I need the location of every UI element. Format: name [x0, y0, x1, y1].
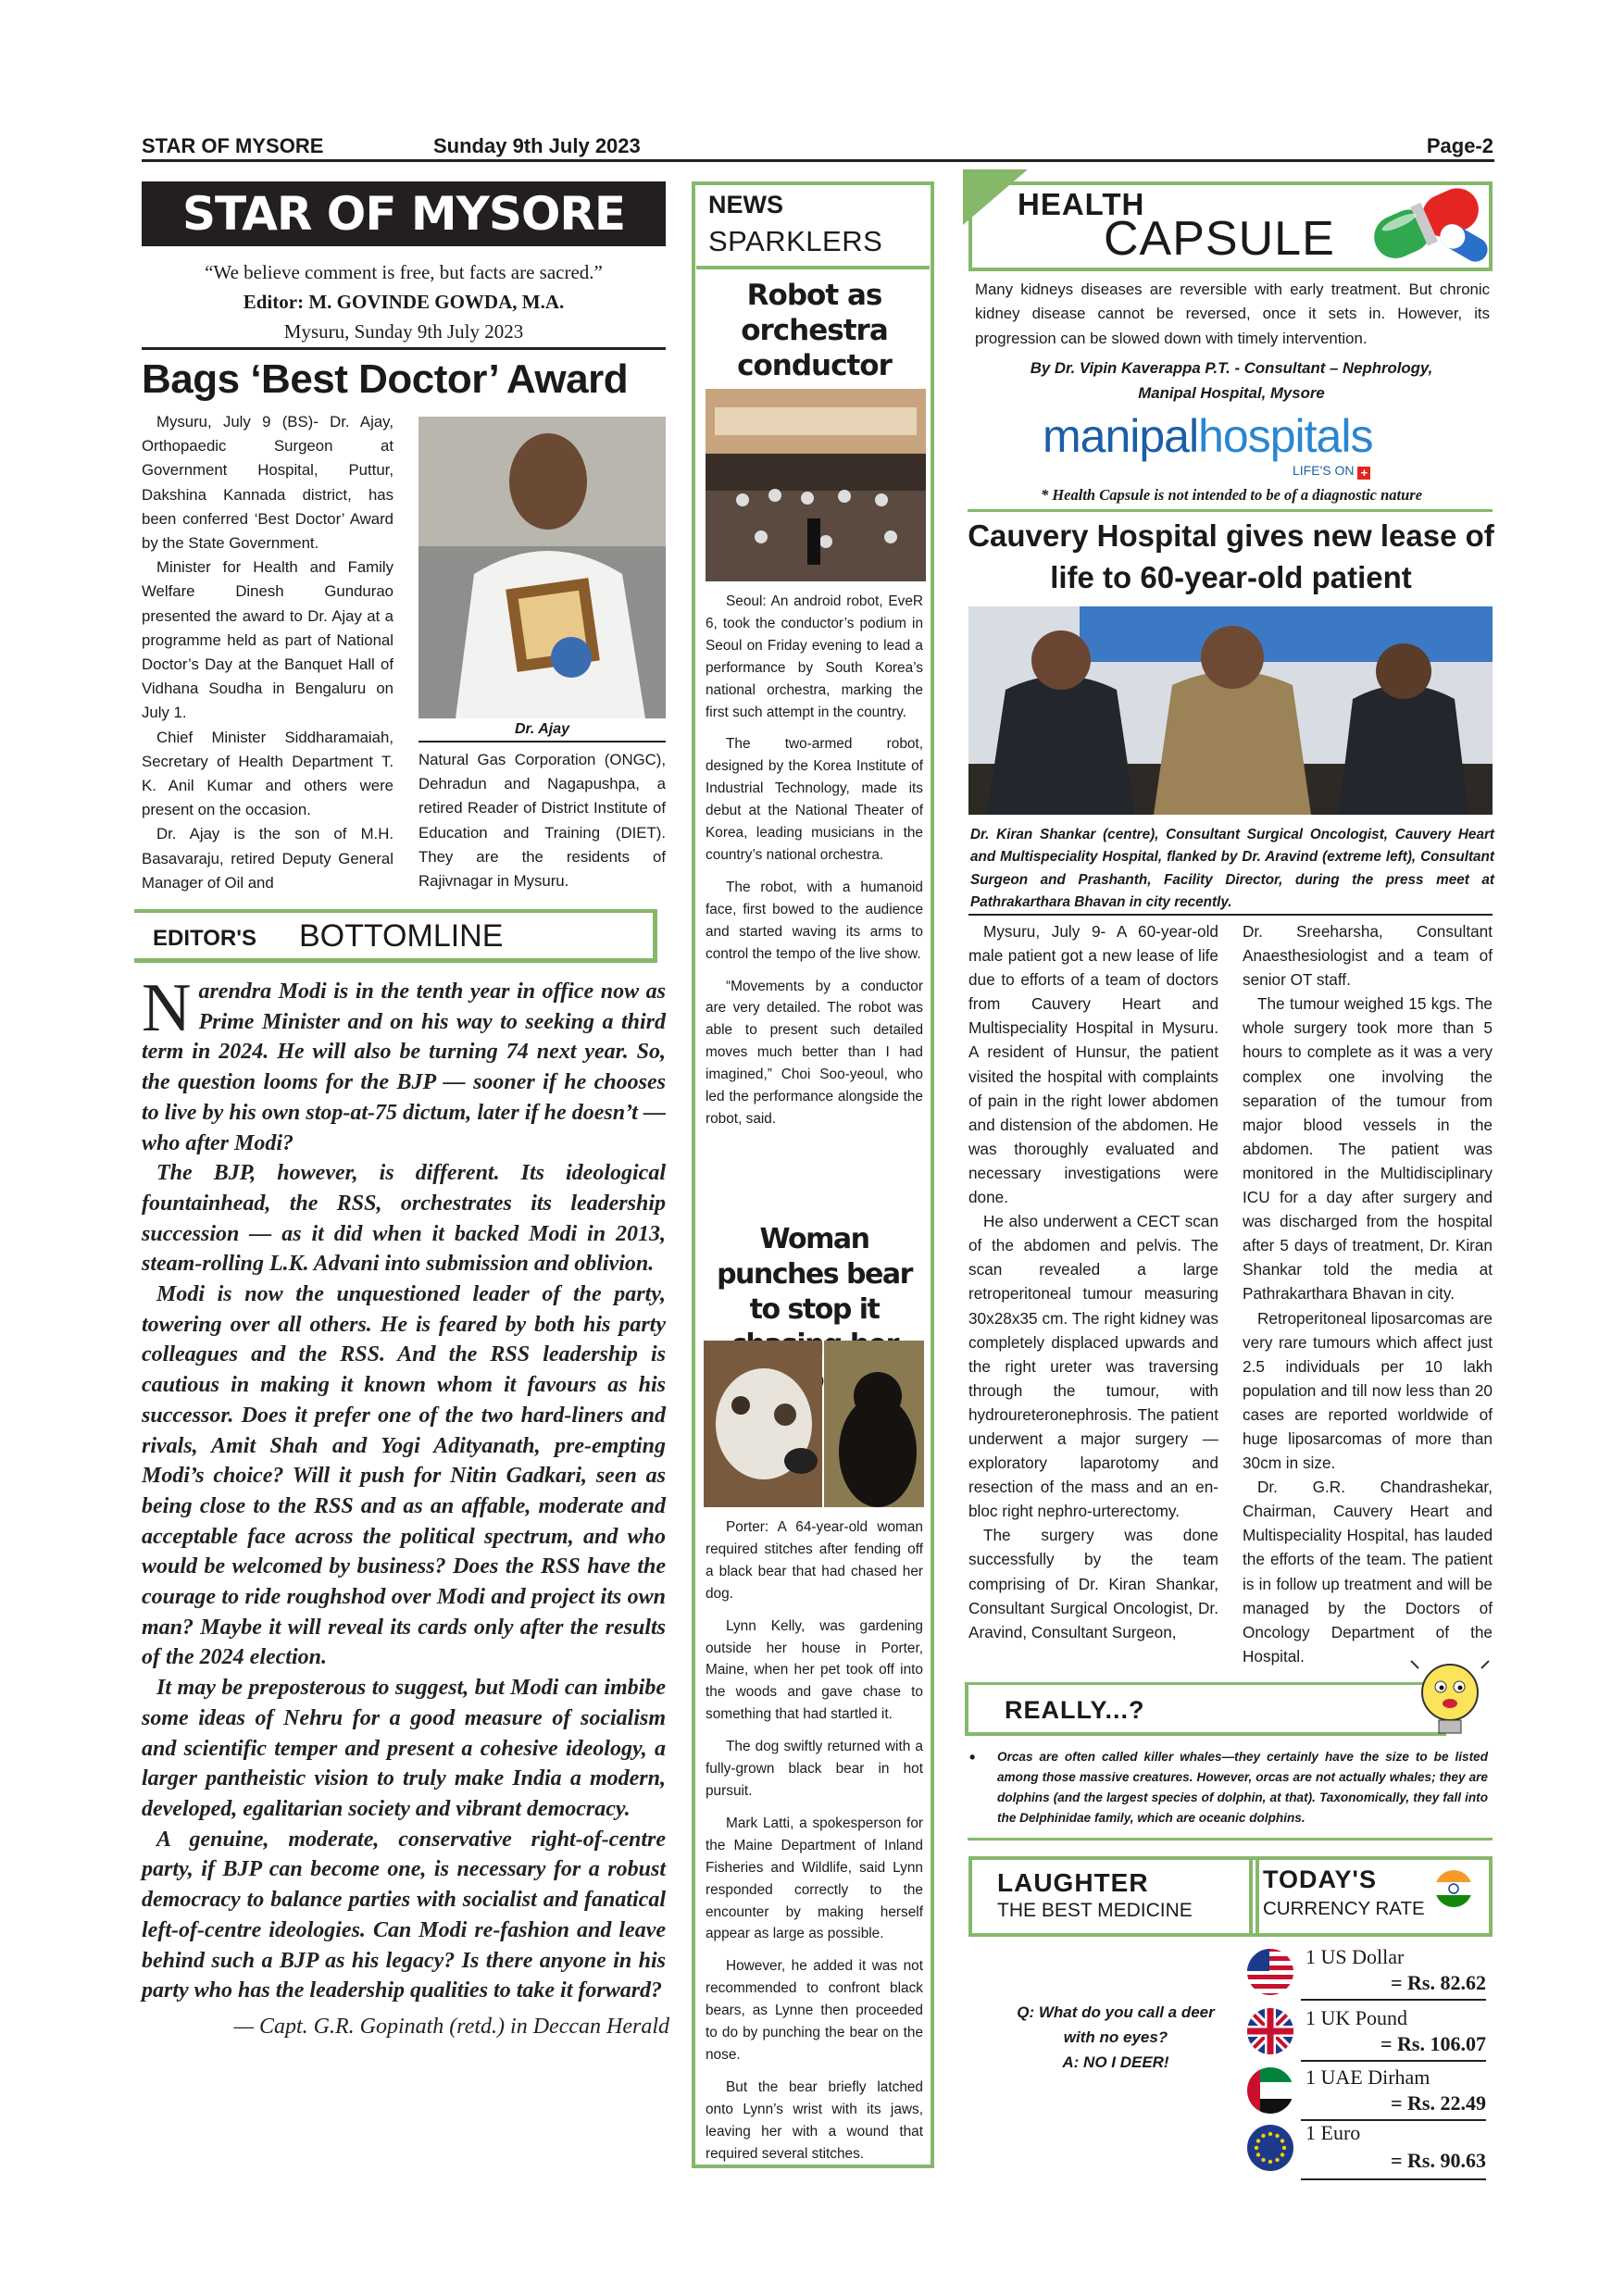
masthead-editor: Editor: M. GOVINDE GOWDA, M.A. [243, 291, 565, 313]
doctor-photo [418, 417, 666, 718]
rate-value: = Rs. 90.63 [1391, 2149, 1486, 2172]
editorial-para: arendra Modi is in the tenth year in office now as Prime Minister and on his way to seeking a third term in 2024. He will also be turning 74 next year. So, the question looms for the BJP — sooner if he chooses to live by his own stop-at-75 dictum, later if he doesn’t — who after Modi? [142, 980, 666, 1155]
bear-body [706, 1516, 923, 2175]
rate-aed [1245, 2064, 1486, 2125]
rate-name: 1 US Dollar [1305, 1945, 1405, 1968]
editorial-byline: — Capt. G.R. Gopinath (retd.) in Deccan Herald [233, 2014, 669, 2039]
laughter-label-top: LAUGHTER [997, 1868, 1149, 1897]
news-label-bottom: SPARKLERS [708, 225, 883, 257]
header-rule [142, 159, 1494, 162]
rate-name: 1 UAE Dirham [1305, 2065, 1430, 2089]
rate-value: = Rs. 22.49 [1391, 2091, 1486, 2115]
really-text-block [968, 1747, 1488, 1828]
doctor-photo-illustration [418, 417, 666, 718]
rate-name: 1 Euro [1305, 2121, 1361, 2144]
manipal-tagline [1293, 463, 1370, 480]
cauvery-caption: Dr. Kiran Shankar (centre), Consultant Surgical Oncologist, Cauvery Heart and Multispeciality Hospital, flanked by Dr. Aravind (extreme left), Consultant Surgeon and Prashanth, Facility Director, during the press meet at Pathrakarthara Bhavan in city recently. [970, 827, 1494, 910]
dog-bear-illustration [704, 1341, 924, 1507]
really-rule [968, 1838, 1493, 1841]
header-date: Sunday 9th July 2023 [433, 134, 641, 157]
page-header [142, 134, 1493, 162]
cauvery-para: Mysuru, July 9- A 60-year-old male patient got a new lease of life due to efforts of a team of doctors from Cauvery Heart and Multispeciality Hospital in Mysuru. A resident of Hunsur, the patient visited the hospital with complaints of pain in the right lower abdomen and distension of the abdomen. He was thoroughly evaluated and necessary investigations were done. [968, 922, 1218, 1207]
rate-usd [1245, 1943, 1486, 2004]
bear-headline: Woman punches bear to stop it [717, 1223, 912, 1326]
robot-headline: Robot as orchestra conductor [737, 279, 892, 382]
rate-rule [1301, 2178, 1486, 2180]
award-headline: Bags ‘Best Doctor’ Award [142, 356, 629, 402]
rate-value: = Rs. 82.62 [1391, 1971, 1486, 1994]
bear-para: But the bear briefly latched onto Lynn’s wrist with its jaws, leaving her with a wound that required several stitches. [706, 2078, 923, 2162]
uae-flag-icon [1245, 2065, 1295, 2115]
currency-label-bottom: CURRENCY RATE [1263, 1898, 1425, 1919]
header-paper-name: STAR OF MYSORE [142, 134, 324, 157]
award-body-right: Natural Gas Corporation (ONGC), Dehradun and Nagapushpa, a retired Reader of District Institute of Education and Training (DIET). They are the residents of Rajivnagar in Mysuru. [418, 751, 666, 891]
robot-para: The two-armed robot, designed by the Korea Institute of Industrial Technology, made its debut at the National Theater of Korea, leading musicians in the country’s national orchestra. [706, 736, 923, 863]
cauvery-para: The tumour weighed 15 kgs. The whole surgery took more than 5 hours to complete as it was a very complex one involving the separation of the tumour from major blood vessels in the abdomen. The patient was monitored in the Multidisciplinary ICU for a day after surgery and was discharged from the hospital after 5 days of treatment, Dr. Kiran Shankar told the media at Pathrakarthara Bhavan in city. [1243, 994, 1493, 1304]
bear-para: The dog swiftly returned with a fully-grown black bear in hot pursuit. [706, 1739, 923, 1799]
manipal-logo-a: manipal [1043, 410, 1199, 462]
cauvery-para: Dr. Sreeharsha, Consultant Anaesthesiologist and a team of senior OT staff. [1243, 922, 1493, 990]
robot-para: “Movements by a conductor are very detailed. The robot was able to present such detailed moves much better than I had imagined,” Choi Soo-yeoul, who led the performance alongside the robot, said. [706, 978, 923, 1127]
uk-flag-icon [1245, 2006, 1295, 2056]
health-label-small: HEALTH [1018, 187, 1145, 221]
robot-para: Seoul: An android robot, EveR 6, took the conductor’s podium in Seoul on Friday evening to lead a performance by South Korea’s national orchestra, marking the first such attempt in the country. [706, 593, 923, 720]
laughter-a: A: NO I DEER! [1062, 2053, 1169, 2071]
news-label-rule [696, 266, 930, 269]
cauvery-para: He also underwent a CECT scan of the abdomen and pelvis. The scan revealed a large retroperitoneal tumour measuring 30x28x35 cm. The right kidney was completely displaced upwards and the right ureter was traversing through the tumour, with hydroureteronephrosis. The patient underwent a major surgery — exploratory laparotomy and resection of the mass and an en-bloc right nephro-urterectomy. [968, 1212, 1218, 1521]
masthead-block [142, 257, 666, 346]
health-text: Many kidneys diseases are reversible with early treatment. But chronic kidney disease cannot be reversed, once it sets in. However, its progression can be slowed down with timely intervention. [975, 281, 1490, 347]
bear-para: Mark Latti, a spokesperson for the Maine Department of Inland Fisheries and Wildlife, said Lynn responded correctly to the encounter by making herself appear as large as possible. [706, 1815, 923, 1942]
currency-label-top: TODAY'S [1263, 1866, 1377, 1893]
cauvery-caption-rule [968, 914, 1493, 916]
editorial-label-small: EDITOR'S [153, 926, 256, 951]
award-para: Dr. Ajay is the son of M.H. Basavaraju, retired Deputy General Manager of Oil and [142, 825, 394, 892]
cauvery-col2 [1243, 919, 1493, 1668]
laughter-q2: with no eyes? [1063, 2028, 1168, 2046]
lightbulb-icon [1407, 1659, 1493, 1748]
cauvery-para: The surgery was done successfully by the team comprising of Dr. Kiran Shankar, Consultant Surgical Oncologist, Dr. Aravind, Consultant Surgeon, [968, 1526, 1218, 1641]
editorial-dropcap: N [142, 970, 192, 1046]
robot-para: The robot, with a humanoid face, first bowed to the audience and started waving its arms to control the tempo of the live show. [706, 879, 923, 962]
rate-name: 1 UK Pound [1305, 2006, 1408, 2029]
editorial-body [142, 970, 669, 2042]
bear-para: Lynn Kelly, was gardening outside her house in Porter, Maine, when her pet took off into the woods and gave chase to something that had startled it. [706, 1617, 923, 1723]
award-para: Chief Minister Siddharamaiah, Secretary of Health Department T. K. Anil Kumar and others were present on the occasion. [142, 728, 394, 819]
header-page-number: Page-2 [1426, 134, 1493, 157]
manipal-logo [1043, 409, 1372, 463]
editorial-label-big: BOTTOMLINE [299, 918, 504, 954]
robot-body [706, 591, 923, 1141]
masthead-dateline: Mysuru, Sunday 9th July 2023 [283, 320, 524, 343]
health-byline [972, 356, 1491, 406]
cauvery-headline: Cauvery Hospital gives new lease of life to 60-year-old patient [968, 518, 1494, 594]
eu-flag-icon [1245, 2123, 1295, 2173]
cauvery-col1 [968, 919, 1218, 1644]
press-meet-photo [968, 606, 1493, 815]
rate-value: = Rs. 106.07 [1380, 2032, 1486, 2055]
cauvery-para: Dr. G.R. Chandrashekar, Chairman, Cauvery Heart and Multispeciality Hospital, has lauded the efforts of the team. The patient is in follow up treatment and will be managed by the Doctors of Oncology Department of the Hospital. [1243, 1478, 1493, 1666]
editorial-label-box [134, 909, 657, 963]
editorial-para: It may be preposterous to suggest, but Modi can imbibe some ideas of Nehru for a good measure of socialism and scientific temper and present a cohesive ideology, a larger pantheistic vision to truly make India a modern, developed, egalitarian society and vibrant democracy. [142, 1676, 666, 1821]
cauvery-para: Retroperitoneal liposarcomas are very rare tumours which affect just 2.5 individuals per 10 lakh population and till now less than 20 cases are reported worldwide of huge liposarcomas of more than 30cm in size. [1243, 1308, 1493, 1473]
india-flag-icon [1433, 1868, 1474, 1909]
health-byline-2: Manipal Hospital, Mysore [1138, 384, 1325, 402]
editorial-para: Modi is now the unquestioned leader of the party, towering over all others. He is feared by both his party colleagues and the RSS. And the RSS leadership is cautious in making it known whom it favours as his successor. Does it prefer one of the two hard-liners and rivals, Amit Shah and Yogi Adityanath, pre-empting Modi’s choice? Will it push for Nitin Gadkari, seen as being close to the RSS and as an affable, moderate and acceptable face across the political spectrum, and who would be welcomed by business? Does the RSS have the courage to ride roughshod over Modi and project its own man? Maybe it will reveal its cards only after the results of the 2024 election. [142, 1282, 666, 1670]
editorial-para: The BJP, however, is different. Its ideological fountainhead, the RSS, orchestrates its leadership succession — as it did when it backed Modi in 2013, steam-rolling L.K. Advani into submission and oblivion. [142, 1161, 666, 1277]
doctor-photo-caption: Dr. Ajay [418, 718, 666, 742]
editorial-para: A genuine, moderate, conservative right-of-centre party, if BJP can become one, is necessary for a robust democracy to balance parties with socialist and fanatical left-of-centre ideologies. Can Modi re-fashion and leave behind such a BJP as his legacy? Is there anyone in his party who has the leadership qualities to take it forward? [142, 1827, 666, 2003]
really-text: Orcas are often called killer whales—they certainly have the size to be listed among those massive creatures. However, orcas are not actually whales; they are dolphins (and the largest species of dolphin, at that). Taxonomically, they fall into the Delphinidae family, which are oceanic dolphins. [997, 1750, 1488, 1825]
bear-para: However, he added it was not recommended to confront black bears, as Lynne then proceeded to do by punching the bear on the nose. [706, 1958, 923, 2063]
orchestra-photo-illustration [706, 389, 926, 581]
health-label-big: CAPSULE [1104, 212, 1335, 266]
really-label: REALLY...? [1005, 1696, 1145, 1724]
us-flag-icon [1245, 1947, 1295, 1997]
manipal-tag-text: LIFE'S ON [1293, 463, 1355, 478]
award-body-left [142, 410, 394, 895]
plus-icon: + [1357, 467, 1370, 480]
masthead-rule [142, 347, 666, 350]
health-byline-1: By Dr. Vipin Kaverappa P.T. - Consultant – Nephrology, [1030, 359, 1433, 377]
award-para: Minister for Health and Family Welfare Dinesh Gundurao presented the award to Dr. Ajay at a programme held as part of National Doctor’s Day at the Banquet Hall of Vidhana Soudha in Bengaluru on July 1. [142, 558, 394, 722]
award-para: Mysuru, July 9 (BS)- Dr. Ajay, Orthopaedic Surgeon at Government Hospital, Puttur, Dakshina Kannada district, has been conferred ‘Best Doctor’ Award by the State Government. [142, 413, 394, 553]
laughter-label-bottom: THE BEST MEDICINE [997, 1900, 1193, 1921]
press-meet-illustration [968, 606, 1493, 815]
rate-rule [1301, 1999, 1486, 2001]
bear-photo [704, 1341, 924, 1507]
rate-rule [1301, 2060, 1486, 2062]
health-disclaimer: * Health Capsule is not intended to be of a diagnostic nature [1040, 486, 1423, 504]
rate-gbp [1245, 2004, 1486, 2065]
manipal-logo-b: hospitals [1198, 410, 1373, 462]
capsule-pill-icon [1357, 181, 1496, 265]
rate-eur [1245, 2119, 1486, 2180]
bear-para: Porter: A 64-year-old woman required stitches after fending off a black bear that had chased her dog. [706, 1519, 923, 1602]
news-label-top: NEWS [708, 191, 783, 218]
bullet-icon: • [969, 1748, 976, 1766]
laughter-q1: Q: What do you call a deer [1017, 2003, 1215, 2021]
orchestra-photo [706, 389, 926, 581]
masthead-title: STAR OF MYSORE [142, 181, 666, 246]
laughter-joke [972, 2000, 1259, 2075]
health-rule [968, 509, 1493, 512]
masthead-motto: “We believe comment is free, but facts are sacred.” [205, 261, 603, 283]
